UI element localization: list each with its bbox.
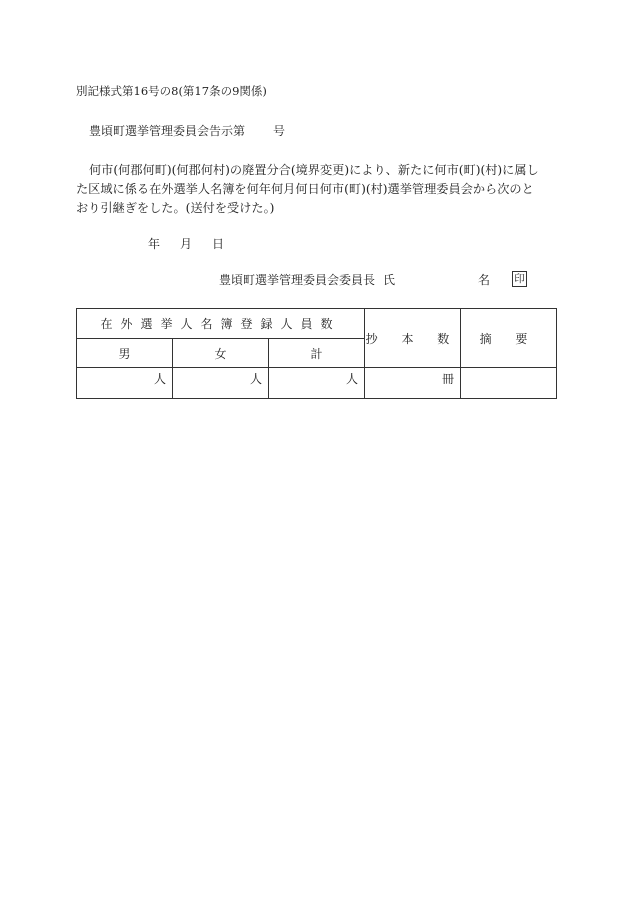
total-count-cell: 人 xyxy=(269,368,365,399)
form-label: 別記様式第16号の8(第17条の9関係) xyxy=(76,84,267,98)
register-table xyxy=(76,308,557,399)
chair-shi: 氏 xyxy=(383,273,396,287)
notice-title-prefix: 豊頃町選挙管理委員会告示第 xyxy=(89,124,246,138)
male-header: 男 xyxy=(77,339,173,368)
total-header: 計 xyxy=(269,339,365,368)
date-day: 日 xyxy=(212,237,225,251)
male-count-cell: 人 xyxy=(77,368,173,399)
notice-title xyxy=(89,125,285,137)
female-count-cell: 人 xyxy=(173,368,269,399)
body-line-1: 何市(何郡何町)(何郡何村)の廃置分合(境界変更)により、新たに何市(町)(村)に属し xyxy=(89,163,539,177)
date-year: 年 xyxy=(148,237,161,251)
chair-line xyxy=(219,274,490,286)
table-row xyxy=(77,368,557,399)
female-header: 女 xyxy=(173,339,269,368)
remarks-header: 摘 要 xyxy=(461,309,557,368)
body-line-2: た区域に係る在外選挙人名簿を何年何月何日何市(町)(村)選挙管理委員会から次のと xyxy=(76,182,534,196)
notice-title-suffix: 号 xyxy=(273,124,286,138)
copies-count-cell: 冊 xyxy=(365,368,461,399)
date-line xyxy=(148,238,224,250)
chair-mei: 名 xyxy=(478,273,491,287)
chair-title: 豊頃町選挙管理委員会委員長 xyxy=(219,273,376,287)
date-month: 月 xyxy=(180,237,193,251)
remarks-cell xyxy=(461,368,557,399)
group-header: 在外選挙人名簿登録人員数 xyxy=(77,309,365,339)
table-header-row xyxy=(77,309,557,339)
body-line-3: おり引継ぎをした。(送付を受けた。) xyxy=(76,201,275,215)
copies-header: 抄 本 数 xyxy=(365,309,461,368)
seal-mark: 印 xyxy=(512,271,527,287)
